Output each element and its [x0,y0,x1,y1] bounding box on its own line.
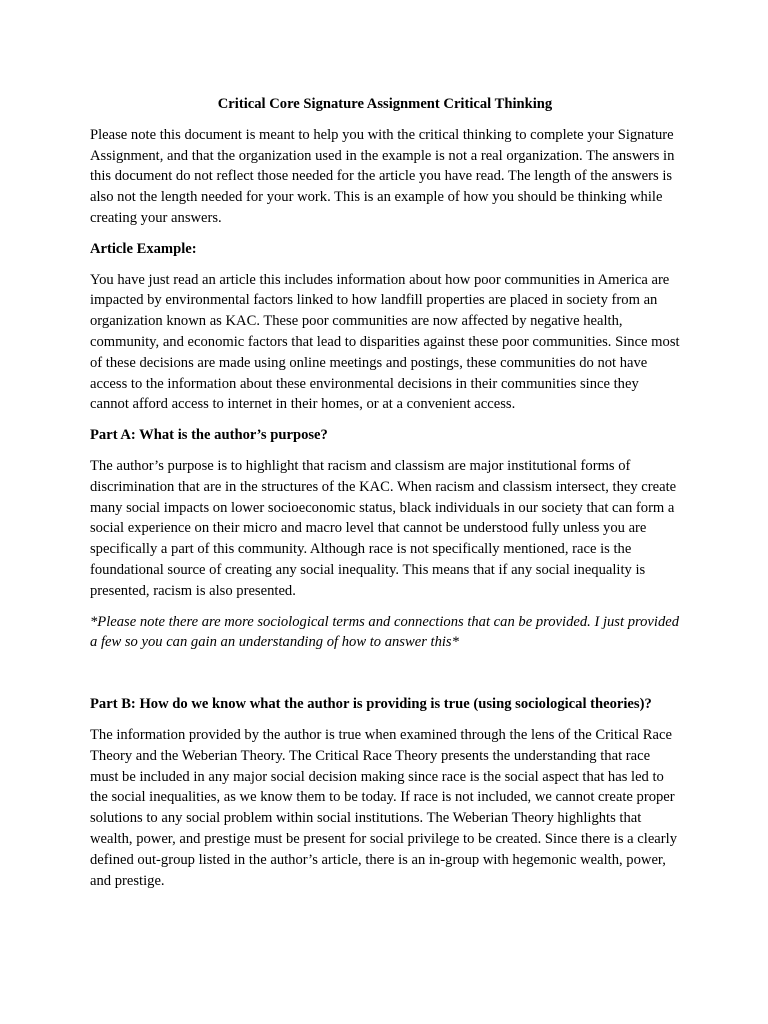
article-example-paragraph: You have just read an article this includes information about how poor communities in America are impacted by environmental factors linked to how landfill properties are placed in society from an organization known as KAC. These poor communities are now affected by negative health, community, and economic factors that lead to disparities against these poor communities. Since most of these decisions are made using online meetings and postings, these communities do not have access to the information about these environmental decisions in their communities since they cannot afford access to internet in their homes, or at a convenient access. [90,271,680,413]
intro-paragraph: Please note this document is meant to help you with the critical thinking to complete your Signature Assignment, and that the organization used in the example is not a real organization. The answers in this document do not reflect those needed for the article you have read. The length of the answers is also not the length needed for your work. This is an example of how you should be thinking while creating your answers. [90,126,675,226]
blank-line-spacer [90,663,680,694]
document-page [90,94,680,901]
part-b-heading: Part B: How do we know what the author is providing is true (using sociological theories)? [90,696,652,713]
document-title: Critical Core Signature Assignment Critical Thinking [217,96,553,112]
sociological-note: *Please note there are more sociological terms and connections that can be provided. I just provided a few so you can gain an understanding of how to answer this* [90,613,680,651]
part-a-heading: Part A: What is the author’s purpose? [90,427,328,444]
part-b-paragraph: The information provided by the author is true when examined through the lens of the Critical Race Theory and the Weberian Theory. The Critical Race Theory presents the understanding that race must be included in any major social decision making since race is the social aspect that has led to the social inequalities, as we know them to be today. If race is not included, we cannot create proper solutions to any social problem within social institutions. The Weberian Theory highlights that wealth, power, and prestige must be present for social privilege to be created. Since there is a clearly defined out-group listed in the author’s article, there is an in-group with hegemonic wealth, power, and prestige. [90,726,677,889]
article-example-heading: Article Example: [90,240,197,257]
part-a-paragraph: The author’s purpose is to highlight that racism and classism are major institutional forms of discrimination that are in the structures of the KAC. When racism and classism intersect, they create many social impacts on lower socioeconomic status, black individuals in our society that can form a social experience on their micro and macro level that cannot be understood fully unless you are specifically a part of this community. Although race is not specifically mentioned, race is the foundational source of creating any social inequality. This means that if any social inequality is presented, racism is also presented. [90,457,677,599]
